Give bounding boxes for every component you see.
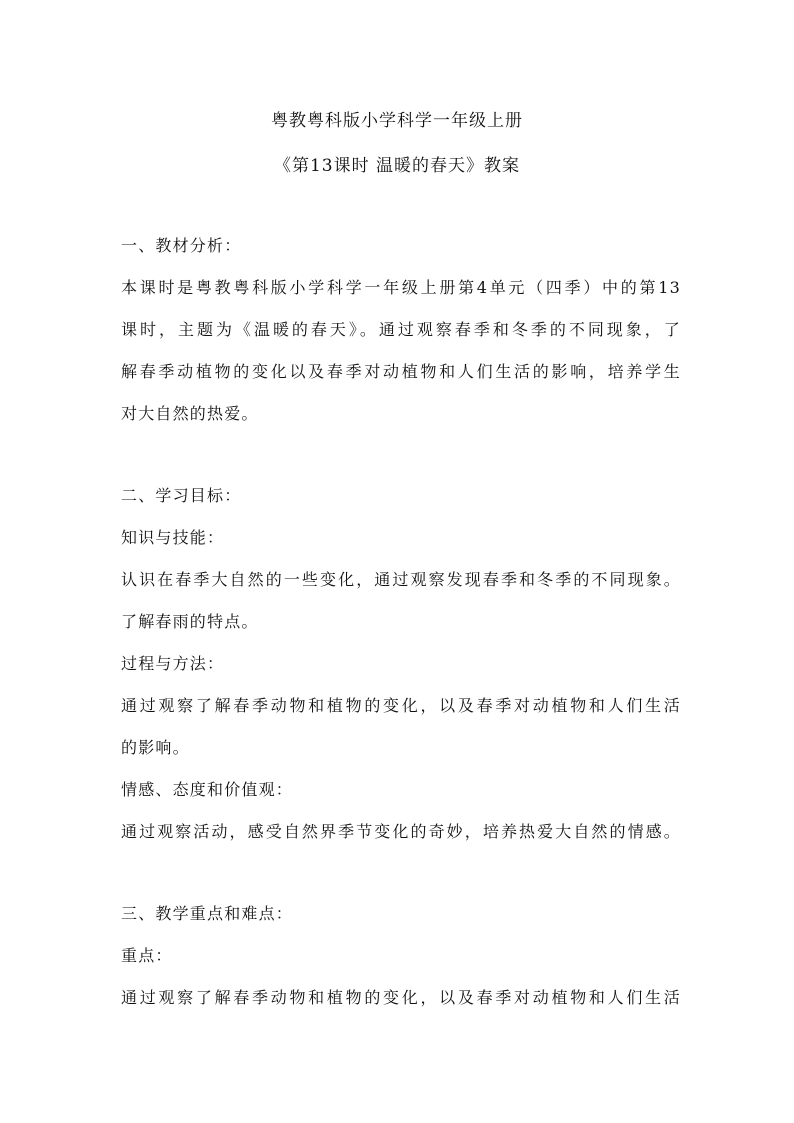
section-heading-key-points: 三、教学重点和难点： [121,904,294,923]
document-title: 粤教粤科版小学科学一年级上册 [271,111,523,131]
paragraph-line: 对大自然的热爱。 [121,404,259,423]
paragraph-line: 的影响。 [121,738,190,757]
section-heading-textbook-analysis: 一、教材分析： [121,236,242,255]
subheading-key-point: 重点： [121,946,173,965]
section-heading-learning-goals: 二、学习目标： [121,486,242,505]
subheading-knowledge-skills: 知识与技能： [121,528,225,547]
paragraph-line: 认识在春季大自然的一些变化，通过观察发现春季和冬季的不同现象。 [121,570,681,589]
paragraph-line: 通过观察了解春季动物和植物的变化，以及春季对动植物和人们生活 [121,696,681,715]
paragraph-line: 本课时是粤教粤科版小学科学一年级上册第4单元（四季）中的第13 [121,278,681,297]
subheading-process-method: 过程与方法： [121,654,225,673]
paragraph-line: 解春季动植物的变化以及春季对动植物和人们生活的影响，培养学生 [121,362,681,381]
paragraph-line: 通过观察了解春季动物和植物的变化，以及春季对动植物和人们生活 [121,988,681,1007]
paragraph-line: 通过观察活动，感受自然界季节变化的奇妙，培养热爱大自然的情感。 [121,822,681,841]
paragraph-line: 课时，主题为《温暖的春天》。通过观察春季和冬季的不同现象，了 [121,320,681,339]
subheading-emotion-values: 情感、态度和价值观： [121,780,294,799]
document-subtitle: 《第13课时 温暖的春天》教案 [273,156,521,176]
paragraph-line: 了解春雨的特点。 [121,612,259,631]
